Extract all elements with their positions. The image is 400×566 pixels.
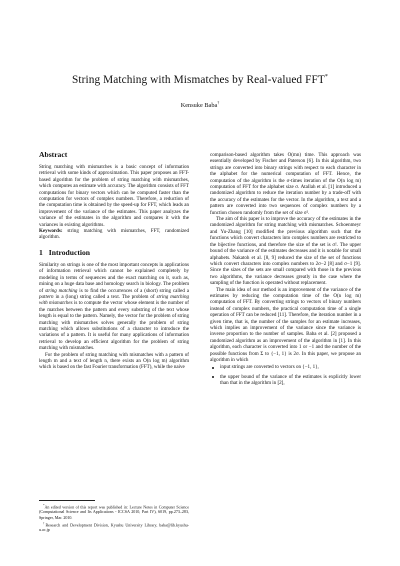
footnote-1-mark: * (43, 503, 45, 507)
title-text: String Matching with Mismatches by Real-valued FFT (72, 74, 325, 86)
term-mismatches: string matching with mismatches (39, 293, 189, 307)
intro-p1-c: in a (long) string called a text. The problem of (53, 293, 157, 300)
list-item-text: input strings are converted to vectors on {−1, 1}, (220, 364, 319, 371)
bullet-icon (212, 376, 214, 378)
section-heading-introduction (39, 248, 189, 257)
keywords-label: Keywords: (39, 228, 63, 235)
footnotes (39, 500, 189, 533)
intro-paragraph-2: For the problem of string matching with mismatches with a pattern of length m and a text of length n, there exists an O(n log m) algorithm which is based on the fast Fourier transformation (FFT), while the naive (39, 351, 189, 371)
list-item (210, 374, 361, 387)
author-name (0, 100, 400, 109)
section-title: Introduction (48, 247, 91, 257)
abstract-heading: Abstract (39, 150, 68, 159)
keywords (39, 228, 189, 241)
author-footnote-mark: † (217, 100, 220, 105)
keywords-list: string matching with mismatches, FFT, randomized algorithm. (39, 228, 189, 241)
intro-p1-a: Similarity on strings is one of the most important concepts in applications of information retrieval which cannot be explained completely by modeling in terms of sequences and the exact matching on it, such as, mining on a huge data base and homology search in biology. The problem of (39, 261, 189, 294)
abstract-body: String matching with mismatches is a basic concept of information retrieval with some kinds of approximation. This paper proposes an FFT-based algorithm for the problem of string matching with mismatches, which computes an estimate with accuracy. The algorithm consists of FFT computations for binary vectors which can be computed faster than the computation for vectors of complex numbers. Therefore, a reduction of the computation time is obtained by the speed-up for FFT, which leads an improvement of the variance of the estimates. This paper analyzes the variance of the estimates in the algorithm and compares it with the variances in existing algorithms. (39, 164, 189, 228)
footnote-2 (39, 521, 189, 533)
right-paragraph-1: comparison-based algorithm takes O(mn) time. This approach was essentially developed by Fischer and Paterson [6]. In this algorithm, two strings are converted into binary strings with respect to each character in the alphabet for the numerical computation of FFT. Hence, the computation of the algorithm is the σ-times iteration of the O(n log m) computation of FFT for the alphabet size σ. Atallah et al. [1] introduced a randomized algorithm to reduce the iteration number by a trade-off with the accuracy of the estimates for the vector. In the algorithm, a text and a pattern are converted into two sequences of complex numbers by a function chosen randomly from the set of size σ². (210, 152, 361, 216)
title-footnote-mark: * (324, 74, 328, 81)
footnote-divider (39, 500, 95, 501)
left-column (39, 150, 189, 371)
list-item-text: the upper bound of the variance of the estimates is explicitly lower than that in the algorithm in [2], (220, 373, 361, 387)
abstract-text (39, 164, 189, 228)
right-column (210, 152, 361, 390)
right-paragraph-2: The aim of this paper is to improve the accuracy of the estimates in the randomized algorithm for string matching with mismatches. Schoenmeyr and Yu-Zhang [10] modified the previous algorithm such that the functions which convert characters into complex numbers are restricted to the bijective functions, and therefore the size of the set is σ!. The upper bound of the variance of the estimates decreases and it is notable for small alphabets. Nakatoh et al. [8, 9] reduced the size of the set of functions which convert characters into complex numbers to 2σ−2 [8] and σ−1 [9]. Since the sizes of the sets are small compared with those in the previous two algorithms, the variance decreases greatly in the case where the sampling of the function is operated without replacement. (210, 216, 361, 287)
footnote-1 (39, 503, 189, 520)
right-paragraph-3: The main idea of our method is an improvement of the variance of the estimates by reducing the computation time of the O(n log m) computation of FFT. By converting strings to vectors of binary numbers instead of complex numbers, the practical computation time of a single operation of FFT can be reduced [11]. Therefore, the iteration number in a given time, that is, the number of the samples for an estimate increases, which implies an improvement of the variance since the variance is inverse proportion to the number of samples. Baba et al. [2] proposed a randomized algorithm as an improvement of the algorithm in [1]. In this algorithm, each character is converted into 1 or −1 and the number of the possible functions from Σ to {−1, 1} is 2σ. In this paper, we propose an algorithm in which (210, 286, 361, 363)
footnote-2-text: Research and Development Division, Kyushu University Library, baba@lib.kyushu-u.ac.jp (39, 521, 189, 533)
intro-p1-d: is to compute the vector whose element is the number of the matches between the pattern and every substring of the text whose length is equal to the pattern. Namely, the vector for the problem of string matching with mismatches solves generally the problem of string matching which allows substitutions of a character to introduce the variations of a pattern. It is useful for many applications of information retrieval to develop an efficient algorithm for the problem of string matching with mismatches. (39, 300, 189, 352)
paper-title (0, 74, 400, 86)
list-item (210, 364, 361, 370)
intro-paragraph-1 (39, 262, 189, 352)
footnote-1-text: An edited version of this report was published in: Lecture Notes in Computer Science (Computational Science and Its Applications - ICCSA 2010, Part IV), 6019, pp.273–283, Springer, Mar. 2010. (39, 504, 189, 520)
term-pattern: pattern (39, 293, 54, 300)
section-number: 1 (39, 247, 43, 257)
contribution-list (210, 364, 361, 386)
intro-p1-b: is to find the occurrences of a (short) string called a (77, 287, 190, 294)
footnote-2-mark: † (43, 520, 46, 525)
term-string-matching: string matching (45, 287, 78, 294)
bullet-icon (212, 367, 214, 369)
author-text: Kensuke Baba (180, 102, 218, 110)
